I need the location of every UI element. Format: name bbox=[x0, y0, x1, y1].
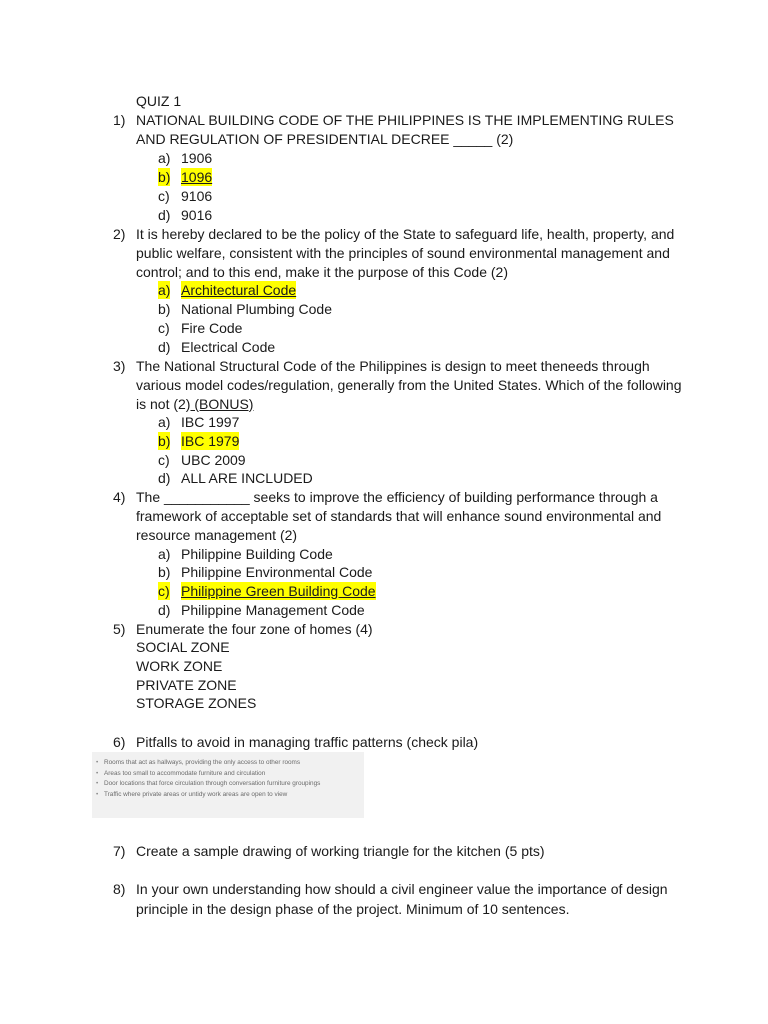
bullet-dot-icon: • bbox=[96, 759, 99, 766]
q3-option-a-text: IBC 1997 bbox=[181, 414, 240, 430]
q1-option-b-letter: b) bbox=[158, 169, 171, 185]
q1-option-d-letter: d) bbox=[158, 207, 171, 223]
q4-option-b-letter: b) bbox=[158, 564, 171, 580]
q3-option-d-text: ALL ARE INCLUDED bbox=[181, 470, 313, 486]
q2-option-d-letter: d) bbox=[158, 339, 171, 355]
question-1-text-line-1: NATIONAL BUILDING CODE OF THE PHILIPPINES IS THE IMPLEMENTING RULES bbox=[136, 112, 674, 128]
question-8-text-line-2: principle in the design phase of the project. Minimum of 10 sentences. bbox=[136, 901, 570, 917]
question-5-text: Enumerate the four zone of homes (4) bbox=[136, 621, 373, 637]
question-1-text-line-2: AND REGULATION OF PRESIDENTIAL DECREE _____ (2) bbox=[136, 131, 514, 147]
q1-option-a-text: 1906 bbox=[181, 150, 213, 166]
q4-option-d-letter: d) bbox=[158, 602, 171, 618]
question-4-text-line-3: resource management (2) bbox=[136, 527, 298, 543]
screenshot-bullet bbox=[96, 758, 364, 769]
q1-option-c-text: 9106 bbox=[181, 188, 213, 204]
question-4-number: 4) bbox=[113, 489, 126, 505]
q3-option-c-letter: c) bbox=[158, 452, 170, 468]
question-2-text-line-1: It is hereby declared to be the policy of the State to safeguard life, health, property, and bbox=[136, 226, 675, 242]
question-8-text-line-1: In your own understanding how should a civil engineer value the importance of design bbox=[136, 881, 668, 897]
q2-option-a-text-highlighted: Architectural Code bbox=[181, 282, 297, 298]
q2-option-d-text: Electrical Code bbox=[181, 339, 276, 355]
screenshot-bullet bbox=[96, 769, 364, 780]
q1-option-c-letter: c) bbox=[158, 188, 170, 204]
q4-option-a-letter: a) bbox=[158, 546, 171, 562]
q5-answer-3: PRIVATE ZONE bbox=[136, 677, 237, 693]
screenshot-bullet bbox=[96, 779, 364, 790]
pasted-screenshot-pitfalls bbox=[92, 752, 364, 818]
question-6-text: Pitfalls to avoid in managing traffic patterns (check pila) bbox=[136, 734, 479, 750]
q5-answer-1: SOCIAL ZONE bbox=[136, 639, 230, 655]
question-2-text-line-3: control; and to this end, make it the purpose of this Code (2) bbox=[136, 264, 508, 280]
question-3-text-line-2: various model codes/regulation, generally from the United States. Which of the following bbox=[136, 377, 682, 393]
screenshot-bullet-text: Rooms that act as hallways, providing the only access to other rooms bbox=[104, 759, 301, 766]
q2-option-b-letter: b) bbox=[158, 301, 171, 317]
question-2-number: 2) bbox=[113, 226, 126, 242]
question-3-text-line-3-main: is not (2) bbox=[136, 396, 191, 412]
screenshot-bullet-text: Traffic where private areas or untidy work areas are open to view bbox=[104, 790, 288, 798]
q1-option-d-text: 9016 bbox=[181, 207, 213, 223]
question-3-text-line-3 bbox=[136, 395, 253, 414]
bullet-dot-icon: • bbox=[96, 790, 99, 798]
q4-option-d-text: Philippine Management Code bbox=[181, 602, 365, 618]
question-3-text-line-1: The National Structural Code of the Philippines is design to meet theneeds through bbox=[136, 358, 650, 374]
q4-option-a-text: Philippine Building Code bbox=[181, 546, 333, 562]
q5-answer-4: STORAGE ZONES bbox=[136, 695, 257, 711]
question-2-text-line-2: public welfare, consistent with the principles of sound environmental management and bbox=[136, 245, 670, 261]
q4-option-b-text: Philippine Environmental Code bbox=[181, 564, 373, 580]
q1-option-a-letter: a) bbox=[158, 150, 171, 166]
bullet-dot-icon: • bbox=[96, 780, 99, 787]
question-4-text-line-2: framework of acceptable set of standards that will enhance sound environmental and bbox=[136, 508, 662, 524]
question-4-text-line-1: The ___________ seeks to improve the efficiency of building performance through a bbox=[136, 489, 658, 505]
q2-option-c-letter: c) bbox=[158, 320, 170, 336]
q3-option-b-text-highlighted: IBC 1979 bbox=[181, 433, 240, 449]
q3-option-c-text: UBC 2009 bbox=[181, 452, 246, 468]
screenshot-bullet bbox=[96, 790, 364, 801]
question-5-number: 5) bbox=[113, 621, 126, 637]
q2-option-a-letter: a) bbox=[158, 282, 171, 298]
question-3-number: 3) bbox=[113, 358, 126, 374]
q3-option-a-letter: a) bbox=[158, 414, 171, 430]
q3-option-d-letter: d) bbox=[158, 470, 171, 486]
question-1-number: 1) bbox=[113, 112, 126, 128]
screenshot-bullet-text: Areas too small to accommodate furniture and circulation bbox=[104, 769, 266, 777]
screenshot-bullet-text: Door locations that force circulation through conversation furniture groupings bbox=[104, 780, 321, 787]
q3-option-b-letter: b) bbox=[158, 433, 171, 449]
question-7-text: Create a sample drawing of working triangle for the kitchen (5 pts) bbox=[136, 843, 545, 859]
quiz-title: QUIZ 1 bbox=[136, 93, 182, 109]
question-3-bonus-tag: (BONUS) bbox=[190, 396, 254, 412]
q4-option-c-letter: c) bbox=[158, 583, 170, 599]
q2-option-b-text: National Plumbing Code bbox=[181, 301, 332, 317]
q5-answer-2: WORK ZONE bbox=[136, 658, 223, 674]
bullet-dot-icon: • bbox=[96, 769, 99, 777]
q2-option-c-text: Fire Code bbox=[181, 320, 243, 336]
question-8-number: 8) bbox=[113, 881, 126, 897]
q1-option-b-text-highlighted: 1096 bbox=[181, 169, 213, 185]
question-7-number: 7) bbox=[113, 843, 126, 859]
question-6-number: 6) bbox=[113, 734, 126, 750]
q4-option-c-text-highlighted: Philippine Green Building Code bbox=[181, 583, 376, 599]
